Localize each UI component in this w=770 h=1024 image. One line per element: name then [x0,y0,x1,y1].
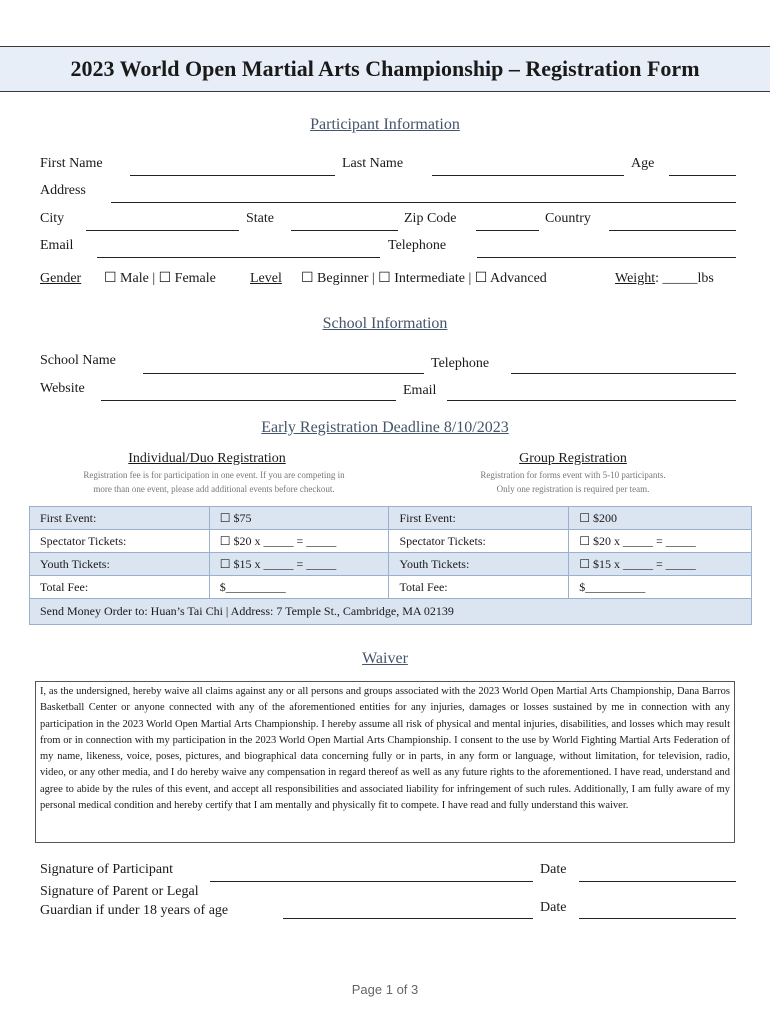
last-name-field[interactable] [432,175,624,176]
individual-note-2: more than one event, please add additional events before checkout. [93,484,335,494]
last-name-label: Last Name [342,156,404,171]
participant-signature-label: Signature of Participant [40,862,173,877]
fee-label: Youth Tickets: [30,553,210,576]
gender-label: Gender [40,271,82,286]
city-field[interactable] [86,230,239,231]
group-title: Group Registration [519,451,627,466]
date-label-1: Date [540,862,567,877]
page-title: 2023 World Open Martial Arts Championship – Registration Form [70,56,700,81]
date-label-2: Date [540,900,567,915]
money-order-row [30,599,752,625]
fee-label: Total Fee: [389,576,569,599]
individual-note-1: Registration fee is for participation in one event. If you are competing in [83,470,345,480]
school-heading: School Information [322,315,448,332]
money-order-text: Send Money Order to: Huan’s Tai Chi | Address: 7 Temple St., Cambridge, MA 02139 [30,599,752,625]
fee-label: Spectator Tickets: [30,530,210,553]
fee-total-field[interactable]: $__________ [569,576,752,599]
weight-label: Weight [615,271,656,286]
fee-option[interactable]: ☐ $200 [569,507,752,530]
waiver-heading: Waiver [362,650,408,667]
school-name-field[interactable] [143,373,424,374]
group-note-1: Registration for forms event with 5-10 participants. [480,470,666,480]
school-name-label: School Name [40,353,116,368]
telephone-field[interactable] [477,257,736,258]
fee-table [29,506,752,625]
fee-option[interactable]: ☐ $20 x _____ = _____ [209,530,389,553]
fee-label: Spectator Tickets: [389,530,569,553]
level-label: Level [250,271,282,286]
fee-option[interactable]: ☐ $20 x _____ = _____ [569,530,752,553]
fee-row-youth [30,553,752,576]
age-field[interactable] [669,175,736,176]
participant-heading: Participant Information [310,116,460,133]
website-field[interactable] [101,400,396,401]
school-telephone-label: Telephone [431,356,490,371]
country-field[interactable] [609,230,736,231]
fee-option[interactable]: ☐ $75 [209,507,389,530]
fee-option[interactable]: ☐ $15 x _____ = _____ [569,553,752,576]
school-telephone-field[interactable] [511,373,736,374]
page-number: Page 1 of 3 [351,982,419,997]
fee-row-first-event [30,507,752,530]
country-label: Country [545,211,591,226]
guardian-signature-label-1: Signature of Parent or Legal [40,884,199,899]
fee-row-spectator [30,530,752,553]
fee-label: Total Fee: [30,576,210,599]
individual-title: Individual/Duo Registration [128,451,286,466]
weight-field[interactable]: : _____lbs [655,271,714,286]
zip-label: Zip Code [404,211,457,226]
zip-field[interactable] [476,230,539,231]
level-options[interactable]: ☐ Beginner | ☐ Intermediate | ☐ Advanced [301,271,547,286]
first-name-field[interactable] [130,175,335,176]
school-email-label: Email [403,383,437,398]
website-label: Website [40,381,85,396]
city-label: City [40,211,65,226]
group-note-2: Only one registration is required per team. [496,484,650,494]
address-field[interactable] [111,202,736,203]
address-label: Address [40,183,86,198]
date-field-2[interactable] [579,918,736,919]
age-label: Age [631,156,655,171]
email-label: Email [40,238,74,253]
fee-row-total [30,576,752,599]
fee-label: First Event: [389,507,569,530]
telephone-label: Telephone [388,238,447,253]
participant-signature-field[interactable] [210,881,533,882]
first-name-label: First Name [40,156,103,171]
school-email-field[interactable] [447,400,736,401]
weight-group [615,271,714,287]
fee-option[interactable]: ☐ $15 x _____ = _____ [209,553,389,576]
waiver-text: I, as the undersigned, hereby waive all claims against any or all persons and groups associated with the 2023 World Open Martial Arts Championship, Dana Barros Basketball Center or anyone connected with any of the aforementioned entities for any injuries, damages or losses sustained by me in connection with any participation in the 2023 World Open Martial Arts Championship. I hereby assume all risk of physical and mental injuries, disabilities, and losses which may result from or in connection with my participation in the 2023 World Open Martial Arts Championship. I consent to the use by World Fighting Martial Arts Federation of my name, likeness, voice, poses, pictures, and biographical data concerning fully or in parts, in any form or language, without limitation, for television, radio, video, or any other media, and I do hereby waive any compensation in regard thereof as well as any future rights to the aforementioned. I have read, understand and agree to abide by the rules of this event, and accept all responsibilities and associated liability for infringement of such rules. Additionally, I am fully aware of my personal medical condition and hereby certify that I am mentally and physically fit to compete. I have read and fully understand this waiver. [35,681,735,843]
fee-total-field[interactable]: $__________ [209,576,389,599]
registration-heading: Early Registration Deadline 8/10/2023 [261,419,509,436]
state-field[interactable] [291,230,398,231]
date-field-1[interactable] [579,881,736,882]
guardian-signature-label-2: Guardian if under 18 years of age [40,903,229,918]
gender-options[interactable]: ☐ Male | ☐ Female [104,271,216,286]
fee-label: First Event: [30,507,210,530]
email-field[interactable] [97,257,380,258]
state-label: State [246,211,274,226]
guardian-signature-field[interactable] [283,918,533,919]
fee-label: Youth Tickets: [389,553,569,576]
